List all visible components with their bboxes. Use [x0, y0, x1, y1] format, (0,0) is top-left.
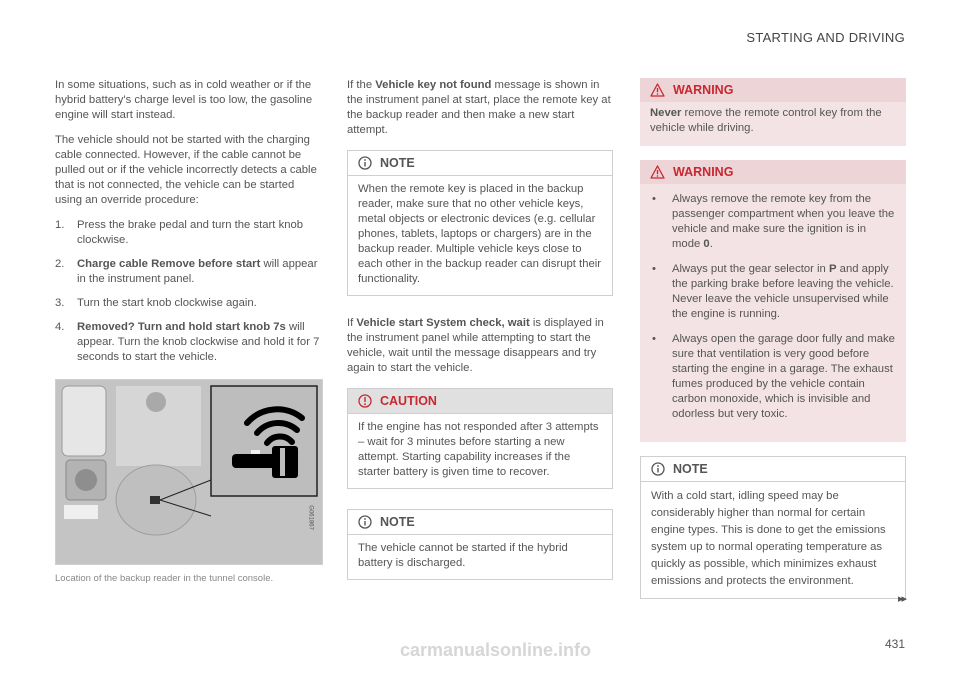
- info-icon: [651, 462, 665, 476]
- note-body: When the remote key is placed in the backup reader, make sure that no other vehicle keys, metal objects or electronic devices (e.g. cellular phones, tablets, laptops or chargers) are in the backup reader. Multiple vehicle keys close to each other in the backup reader can disrupt their functionality.: [358, 183, 602, 285]
- key-not-found-paragraph: If the Vehicle key not found message is shown in the instrument panel at start, place the remote key at the backup reader and then make a new start attempt.: [347, 79, 611, 136]
- figure-code: G061867: [308, 505, 314, 530]
- caution-body: If the engine has not responded after 3 attempts – wait for 3 minutes before starting a new attempt. Starting capability increases if the starter battery is given time to recover.: [358, 421, 599, 478]
- note-body: The vehicle cannot be started if the hybrid battery is discharged.: [358, 542, 568, 569]
- note-title: NOTE: [673, 461, 708, 476]
- list-item: 1. Press the brake pedal and turn the start knob clockwise.: [55, 219, 304, 246]
- info-icon: [358, 156, 372, 170]
- info-icon: [358, 515, 372, 529]
- backup-reader-figure: [55, 379, 323, 565]
- column-middle: [347, 78, 613, 600]
- system-check-paragraph: If Vehicle start System check, wait is displayed in the instrument panel while attempting to start the vehicle, wait until the message disappears and try again to start the vehicle.: [347, 317, 604, 374]
- list-item: • Always put the gear selector in P and apply the parking brake before leaving the vehicle. Never leave the vehicle unsupervised while the engine is running.: [650, 262, 896, 322]
- column-right: [640, 78, 906, 619]
- watermark: carmanualsonline.info: [400, 640, 592, 660]
- warning-box: [640, 160, 906, 442]
- page-number: 431: [884, 637, 905, 651]
- caution-box: [347, 388, 613, 489]
- warning-triangle-icon: [650, 83, 665, 97]
- warning-box: [640, 78, 906, 146]
- warning-title: WARNING: [673, 82, 734, 97]
- caution-title: CAUTION: [380, 393, 437, 408]
- column-left: [55, 78, 323, 586]
- override-paragraph: The vehicle should not be started with the charging cable connected. However, if the cable cannot be pulled out or if the vehicle incorrectly detects a cable that is not connected, the vehicle can be started using an override procedure:: [55, 134, 317, 206]
- list-item: 2. Charge cable Remove before start will appear in the instrument panel.: [55, 258, 318, 285]
- next-page-arrows: ▸▸: [897, 593, 905, 605]
- override-steps: [55, 218, 323, 365]
- warning-triangle-icon: [650, 165, 665, 179]
- list-item: 3. Turn the start knob clockwise again.: [55, 297, 257, 309]
- list-item: 4. Removed? Turn and hold start knob 7s will appear. Turn the knob clockwise and hold it for 7 seconds to start the vehicle.: [55, 321, 320, 363]
- note-body: With a cold start, idling speed may be considerably higher than normal for certain engine types. This is done to get the emissions system up to normal operating temperature as quickly as possible, which minimizes exhaust emissions and protects the environment.: [651, 490, 886, 587]
- list-item: • Always remove the remote key from the passenger compartment when you leave the vehicle and make sure the ignition is in mode 0.: [650, 192, 896, 252]
- caution-icon: [358, 394, 372, 408]
- note-title: NOTE: [380, 514, 415, 529]
- key-wireless-icon: [212, 388, 320, 496]
- note-box: [640, 456, 906, 599]
- list-item: • Always open the garage door fully and make sure that ventilation is very good before starting the engine in a garage. The exhaust fumes produced by the vehicle contain carbon monoxide, which is invisible and odorless but very toxic.: [650, 332, 896, 422]
- note-title: NOTE: [380, 155, 415, 170]
- section-title: STARTING AND DRIVING: [746, 30, 905, 45]
- figure-caption: Location of the backup reader in the tunnel console.: [55, 573, 274, 584]
- warning-body: Never remove the remote control key from the vehicle while driving.: [650, 107, 882, 134]
- warning-list: [650, 192, 896, 422]
- note-box: [347, 150, 613, 296]
- warning-title: WARNING: [673, 164, 734, 179]
- intro-paragraph: In some situations, such as in cold weather or if the hybrid battery's charge level is too low, the gasoline engine will start instead.: [55, 79, 313, 121]
- note-box: [347, 509, 613, 580]
